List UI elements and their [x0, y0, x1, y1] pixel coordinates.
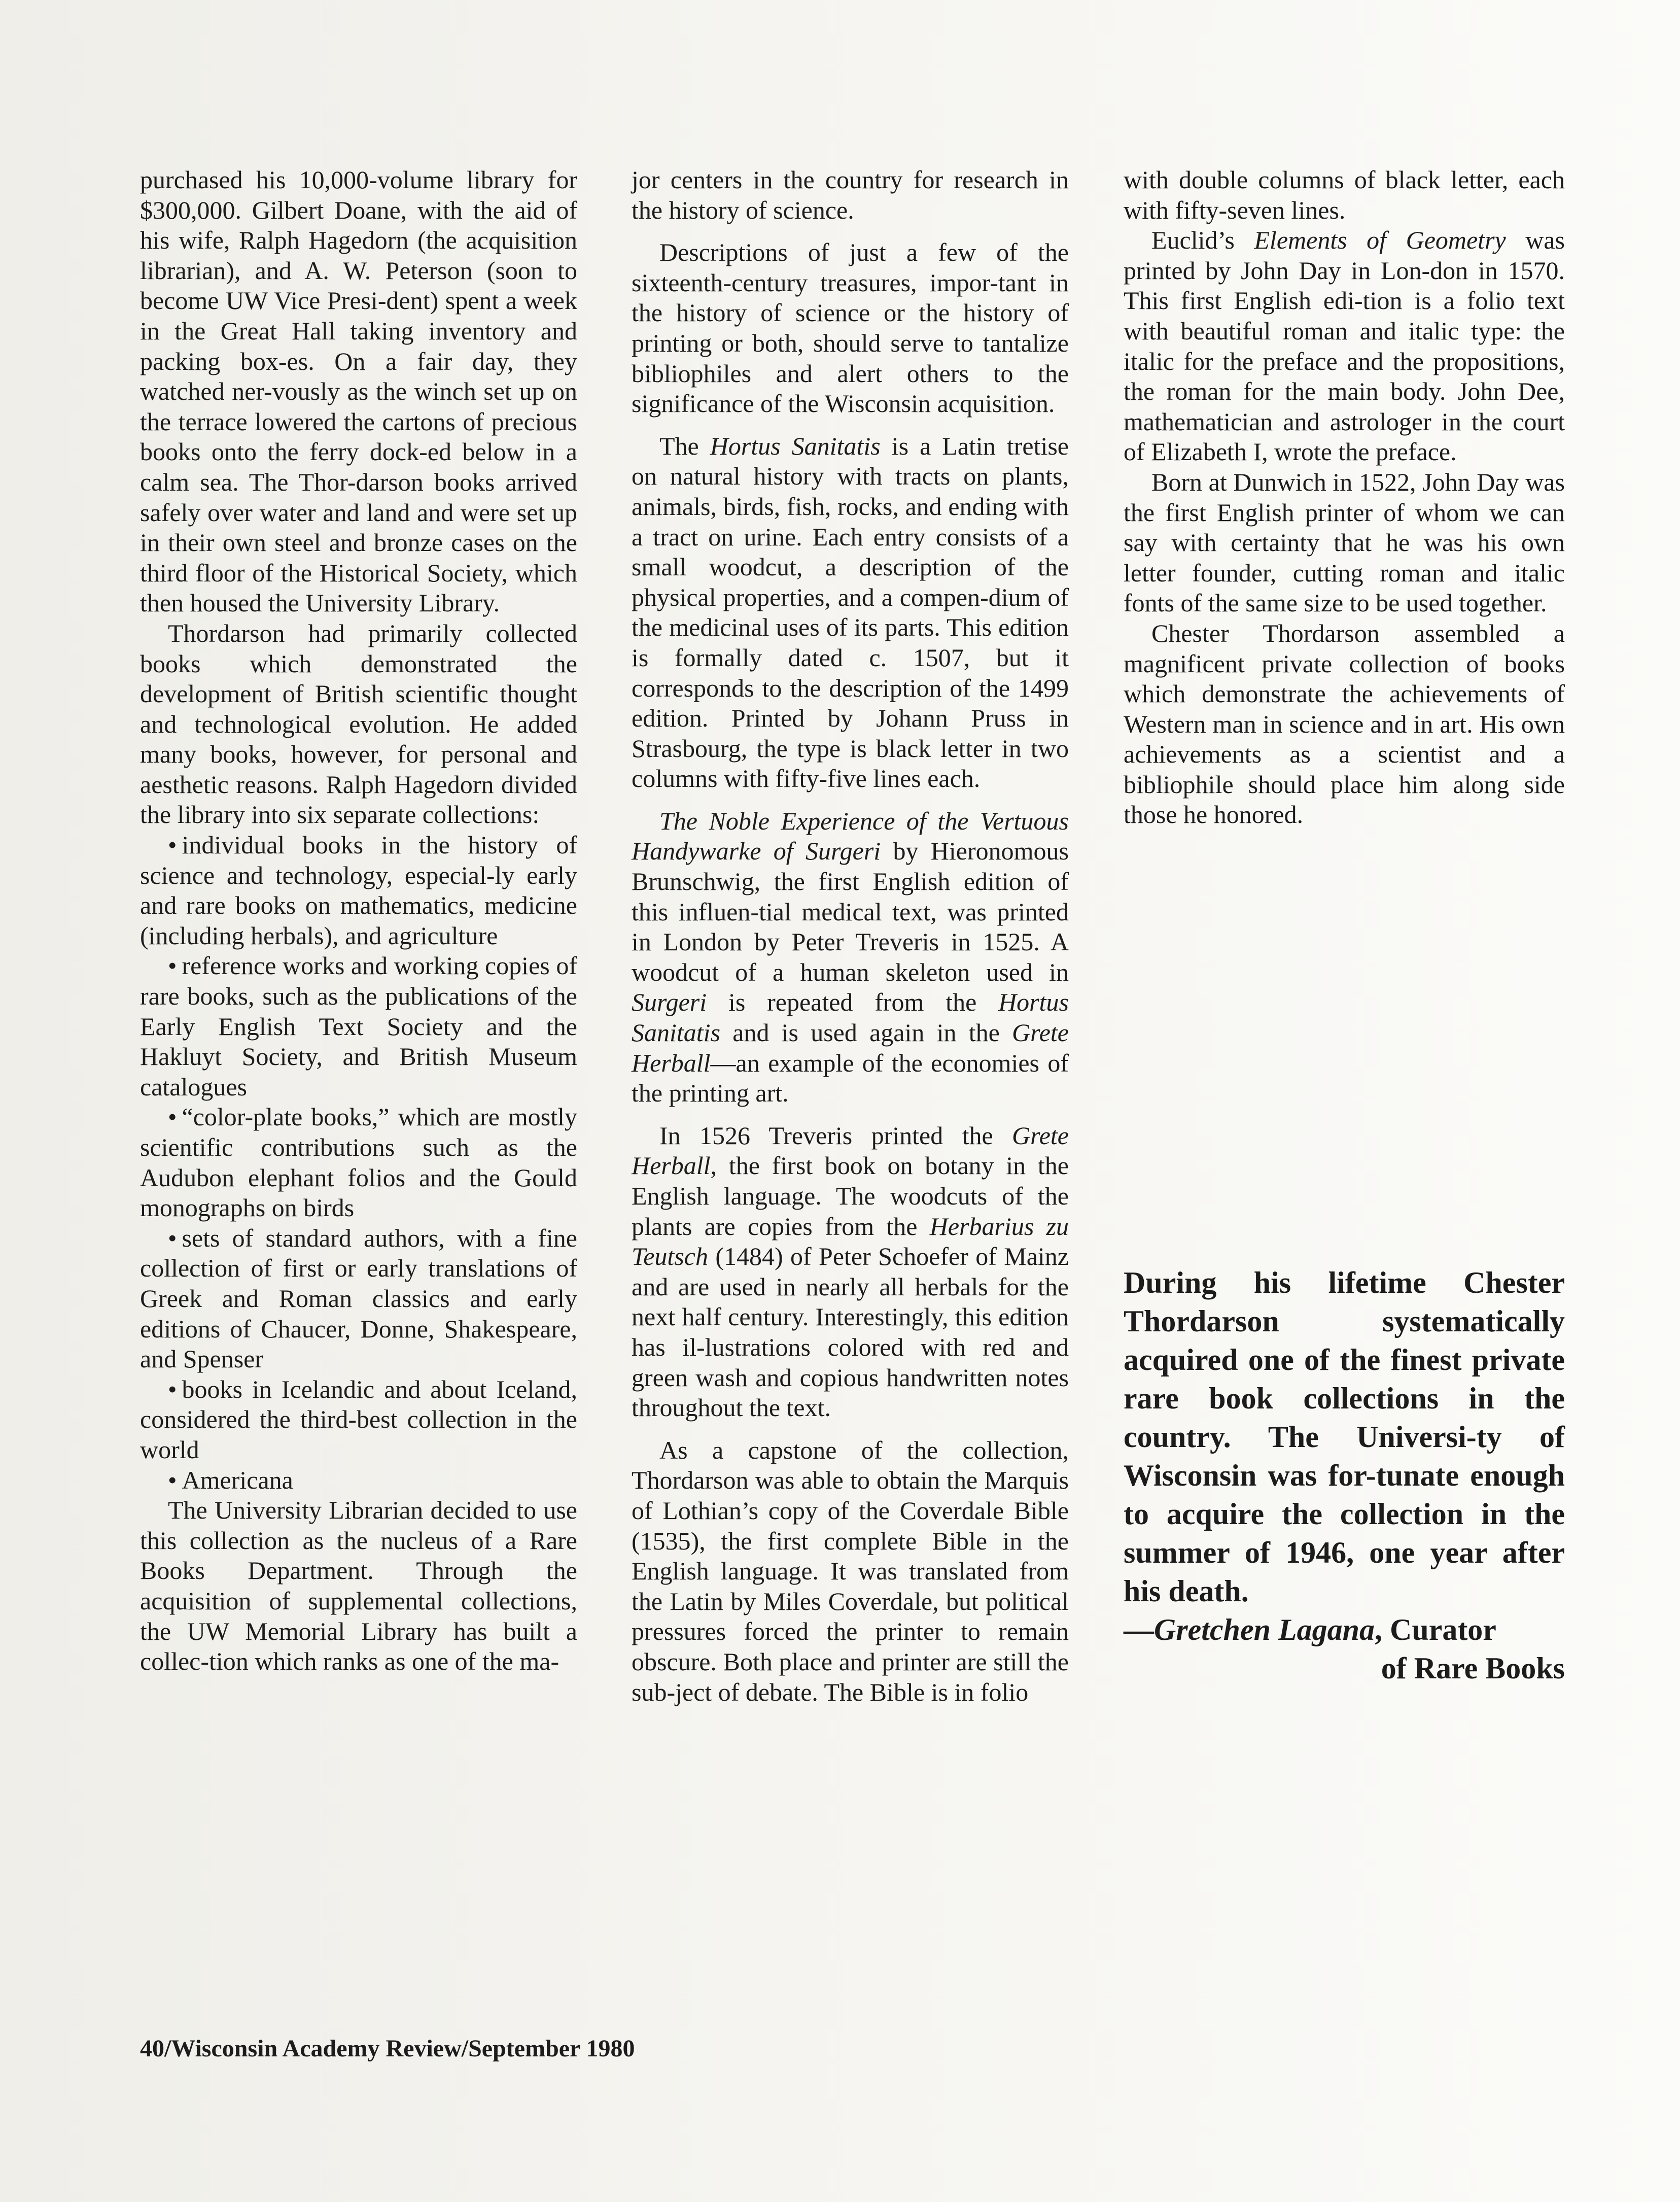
bullet-icon: • [168, 831, 177, 859]
list-item: • individual books in the history of science and technology, especial-ly early and rare books on mathematics, medicine (including herbals), and agriculture [140, 831, 577, 950]
list-item: • reference works and working copies of rare books, such as the publications of the Early English Text Society and the Hakluyt Society, and British Museum catalogues [140, 951, 577, 1101]
paragraph: Euclid’s Elements of Geometry was printed by John Day in Lon-don in 1570. This first English edi-tion is a folio text with beautiful roman and italic type: the italic for the preface and the propositions, the roman for the main body. John Dee, mathematician and astrologer in the court of Elizabeth I, wrote the preface. [1124, 226, 1565, 466]
book-title: The Noble Experience of the Vertuous Handywarke of Surgeri [632, 806, 1069, 866]
page-footer: 40/Wisconsin Academy Review/September 1980 [140, 2035, 635, 2062]
paragraph: The Hortus Sanitatis is a Latin tretise on natural history with tracts on plants, animals, birds, fish, rocks, and ending with a tract on urine. Each entry consists of a small woodcut, a description of the physical properties, and a compen-dium of the medicinal uses of its parts. This edition is formally dated c. 1507, but it corresponds to the description of the 1499 edition. Printed by Johann Pruss in Strasbourg, the type is black letter in two columns with fifty-five lines each. [632, 431, 1069, 793]
paragraph: Thordarson had primarily collected books which demonstrated the development of British scientific thought and technological evolution. He added many books, however, for personal and aesthetic reasons. Ralph Hagedorn divided the library into six separate collections: [140, 618, 577, 829]
pull-quote-attribution: —Gretchen Lagana, Curator [1124, 1613, 1496, 1646]
paragraph: The University Librarian decided to use this collection as the nucleus of a Rare Books Department. Through the acquisition of supplemental collections, the UW Memorial Library has built a collec-tion which ranks as one of the ma- [140, 1496, 577, 1676]
list-item: • “color-plate books,” which are mostly scientific contributions such as the Audubon elephant folios and the Gould monographs on birds [140, 1103, 577, 1222]
book-title: Hortus Sanitatis [632, 988, 1069, 1047]
paragraph: Descriptions of just a few of the sixteenth-century treasures, impor-tant in the history of science or the history of printing or both, should serve to tantalize bibliophiles and alert others to the significance of the Wisconsin acquisition. [632, 238, 1069, 418]
book-title: Grete Herball [632, 1018, 1069, 1077]
article-column-1 [140, 165, 577, 1677]
list-item: • Americana [168, 1465, 293, 1494]
article-column-3 [1124, 165, 1565, 830]
book-title: Herbarius zu Teutsch [632, 1212, 1069, 1271]
bullet-icon: • [168, 1374, 177, 1403]
paragraph: Born at Dunwich in 1522, John Day was the first English printer of whom we can say with certainty that he was his own letter founder, cutting roman and italic fonts of the same size to be used together. [1124, 467, 1565, 617]
paragraph: purchased his 10,000-volume library for $300,000. Gilbert Doane, with the aid of his wife, Ralph Hagedorn (the acquisition librarian), and A. W. Peterson (soon to become UW Vice Presi-dent) spent a week in the Great Hall taking inventory and packing box-es. On a fair day, they watched ner-vously as the winch set up on the terrace lowered the cartons of precious books onto the ferry dock-ed below in a calm sea. The Thor-darson books arrived safely over water and land and were set up in their own steel and bronze cases on the third floor of the Historical Society, which then housed the University Library. [140, 165, 577, 617]
attribution-role: of Rare Books [1381, 1652, 1565, 1685]
book-title: Grete Herball [632, 1121, 1069, 1180]
paragraph: jor centers in the country for research in the history of science. [632, 165, 1069, 224]
list-item: • books in Icelandic and about Iceland, considered the third-best collection in the world [140, 1374, 577, 1464]
paragraph: with double columns of black letter, each with fifty-seven lines. [1124, 165, 1565, 224]
bullet-icon: • [168, 1223, 177, 1252]
list-item: • sets of standard authors, with a fine collection of first or early translations of Greek and Roman classics and early editions of Chaucer, Donne, Shakespeare, and Spenser [140, 1223, 577, 1373]
attribution-name: Gretchen Lagana [1154, 1613, 1375, 1646]
book-title: Elements of Geometry [1254, 226, 1506, 255]
paragraph: The Noble Experience of the Vertuous Handywarke of Surgeri by Hieronomous Brunschwig, the first English edition of this influen-tial medical text, was printed in London by Peter Treveris in 1525. A woodcut of a human skeleton used in Surgeri is repeated from the Hortus Sanitatis and is used again in the Grete Herball—an example of the economies of the printing art. [632, 806, 1069, 1108]
bullet-icon: • [168, 951, 177, 980]
bullet-icon: • [168, 1465, 177, 1494]
bullet-icon: • [168, 1103, 177, 1131]
pull-quote [1124, 1263, 1565, 1688]
article-column-2 [632, 165, 1069, 1707]
paragraph: As a capstone of the collection, Thordarson was able to obtain the Marquis of Lothian’s copy of the Coverdale Bible (1535), the first complete Bible in the English language. It was translated from the Latin by Miles Coverdale, but political pressures forced the printer to remain obscure. Both place and printer are still the sub-ject of debate. The Bible is in folio [632, 1435, 1069, 1706]
book-title: Surgeri [632, 988, 707, 1017]
pull-quote-text: During his lifetime Chester Thordarson systematically acquired one of the finest private rare book collections in the country. The Universi-ty of Wisconsin was for-tunate enough to acquire the collection in the summer of 1946, one year after his death. [1124, 1266, 1565, 1608]
book-title: Hortus Sanitatis [710, 431, 881, 460]
paragraph: Chester Thordarson assembled a magnificent private collection of books which demonstrate the achievements of Western man in science and in art. His own achievements as a scientist and a bibliophile should place him along side those he honored. [1124, 618, 1565, 829]
paragraph: In 1526 Treveris printed the Grete Herball, the first book on botany in the English language. The woodcuts of the plants are copies from the Herbarius zu Teutsch (1484) of Peter Schoefer of Mainz and are used in nearly all herbals for the next half century. Interestingly, this edition has il-lustrations colored with red and green wash and copious handwritten notes throughout the text. [632, 1121, 1069, 1422]
